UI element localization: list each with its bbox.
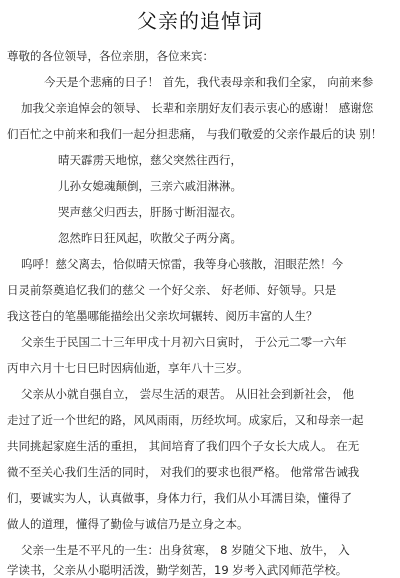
paragraph-line: 走过了近一个世纪的路，风风雨雨，历经坎坷。成家后，又和母亲一起 [7,413,364,427]
paragraph-line: 父亲从小就自强自立， 尝尽生活的艰苦。 从旧社会到新社会， 他 [21,387,354,401]
paragraph-line: 们百忙之中前来和我们一起分担悲痛， 与我们敬爱的父亲作最后的诀 别！ [7,127,383,141]
paragraph-line: 父亲一生是不平凡的一生：出身贫寒， 8 岁随父下地、放牛， 入 [21,543,350,557]
poem-line: 哭声慈父归西去，肝肠寸断泪湿衣。 [58,205,242,219]
poem-line: 忽然昨日狂风起，吹散父子两分离。 [58,231,242,245]
paragraph-line: 丙申六月十七日巳时因病仙逝，享年八十三岁。 [7,361,249,375]
paragraph-line: 我这苍白的笔墨哪能描绘出父亲坎坷辗转、阅历丰富的人生？ [7,309,318,323]
paragraph-line: 今天是个悲痛的日子！ 首先，我代表母亲和我们全家， 向前来参 [44,75,374,89]
paragraph-line: 们，要诚实为人，认真做事，身体力行，我们从小耳濡目染，懂得了 [7,491,352,505]
paragraph-line: 日灵前祭奠追忆我们的慈父 一个好父亲、 好老师、好领导。只是 [7,283,337,297]
page-title: 父亲的追悼词 [137,9,263,33]
salutation-line: 尊敬的各位领导，各位亲朋，各位来宾： [7,49,214,63]
paragraph-line: 学读书，父亲从小聪明活泼，勤学刻苦，19 岁考入武冈师范学校。 [7,563,348,577]
paragraph-line: 做人的道理，懂得了勤俭与诚信乃是立身之本。 [7,517,249,531]
paragraph-line: 共同挑起家庭生活的重担， 其间培育了我们四个子女长大成人。 在无 [7,439,360,453]
paragraph-line: 呜呼！慈父离去，恰似晴天惊雷，我等身心骇散，泪眼茫然！今 [21,257,343,271]
paragraph-line: 加我父亲追悼会的领导、 长辈和亲朋好友们表示衷心的感谢！ 感谢您 [21,101,374,115]
paragraph-line: 父亲生于民国二十三年甲戌十月初六日寅时， 于公元二零一六年 [21,335,347,349]
poem-line: 晴天霹雳天地惊，慈父突然往西行， [58,153,242,167]
paragraph-line: 微不至关心我们生活的同时， 对我们的要求也很严格。 他常常告诫我 [7,465,360,479]
poem-line: 儿孙女媳魂颠倒，三亲六戚泪淋淋。 [58,179,242,193]
